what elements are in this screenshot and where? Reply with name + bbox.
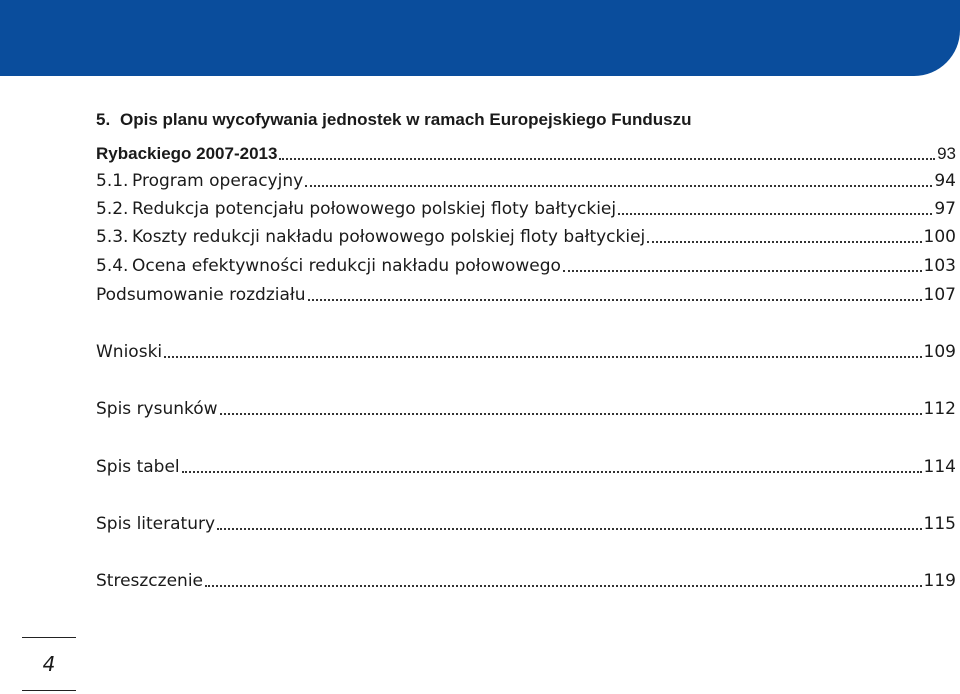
entry-label: Redukcja potencjału połowowego polskiej floty bałtyckiej: [132, 199, 617, 219]
page-number: 4: [22, 637, 76, 691]
entry-number: 5.4.: [96, 256, 129, 276]
toc-entry-5-2[interactable]: [96, 196, 956, 220]
page-ref: 119: [923, 571, 956, 591]
entry-number: 5.1.: [96, 171, 129, 191]
entry-label: Ocena efektywności redukcji nakładu połowowego: [132, 256, 561, 276]
entry-label: Spis tabel: [96, 457, 180, 477]
leader-dots: [618, 211, 932, 215]
page-ref: 103: [923, 256, 956, 276]
entry-number: 5.3.: [96, 227, 129, 247]
page-ref: 114: [923, 457, 956, 477]
page-ref: 107: [923, 285, 956, 305]
header-band: [0, 0, 960, 76]
leader-dots: [205, 583, 922, 587]
toc-entry-5-3[interactable]: [96, 224, 956, 248]
entry-label: Spis rysunków: [96, 399, 218, 419]
leader-dots: [220, 411, 922, 415]
toc-entry-5-1[interactable]: [96, 168, 956, 192]
page-ref: 94: [934, 171, 956, 191]
entry-label: Wnioski: [96, 342, 163, 362]
toc-chapter-spis-tabel[interactable]: [96, 454, 956, 478]
toc-entry-5-4[interactable]: [96, 253, 956, 277]
leader-dots: [279, 156, 935, 160]
toc-chapter-spis-literatury[interactable]: [96, 511, 956, 535]
section-title: Opis planu wycofywania jednostek w ramach Europejskiego Funduszu: [120, 110, 692, 129]
toc-entry-summary[interactable]: [96, 282, 956, 306]
entry-label: Program operacyjny: [132, 171, 304, 191]
page-ref: 115: [923, 514, 956, 534]
leader-dots: [305, 183, 932, 187]
leader-dots: [647, 239, 921, 243]
entry-label: Streszczenie: [96, 571, 203, 591]
toc-chapter-spis-rysunkow[interactable]: [96, 396, 956, 420]
toc-section-5-line2[interactable]: [96, 141, 956, 165]
leader-dots: [563, 268, 922, 272]
page-ref: 97: [934, 199, 956, 219]
toc-section-5-line1[interactable]: [96, 107, 956, 131]
page-ref: 93: [937, 144, 956, 163]
leader-dots: [308, 297, 922, 301]
section-number: 5.: [96, 110, 111, 129]
page-ref: 109: [923, 342, 956, 362]
toc-chapter-streszczenie[interactable]: [96, 568, 956, 592]
entry-label: Podsumowanie rozdziału: [96, 285, 306, 305]
entry-label: Spis literatury: [96, 514, 216, 534]
toc-chapter-wnioski[interactable]: [96, 339, 956, 363]
page-ref: 100: [923, 227, 956, 247]
leader-dots: [217, 526, 922, 530]
leader-dots: [182, 469, 922, 473]
entry-number: 5.2.: [96, 199, 129, 219]
page-ref: 112: [923, 399, 956, 419]
entry-label: Koszty redukcji nakładu połowowego polskiej floty bałtyckiej: [132, 227, 646, 247]
section-title-cont: Rybackiego 2007-2013: [96, 144, 278, 163]
leader-dots: [164, 354, 921, 358]
